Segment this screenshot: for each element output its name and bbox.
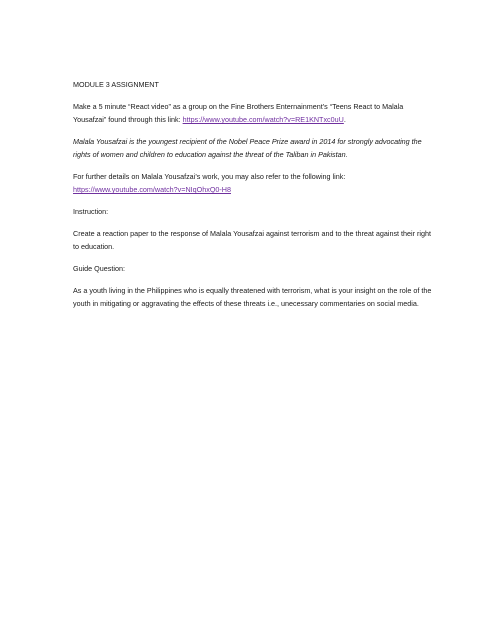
module-heading: MODULE 3 ASSIGNMENT	[73, 80, 159, 89]
assignment-text-end: .	[343, 115, 346, 124]
assignment-text: Make a 5 minute “React video” as a group on the Fine Brothers Enternainment’s “Teens React to Malala Yousafzai” found through this link:	[73, 102, 404, 124]
instruction-label: Instruction:	[73, 207, 109, 216]
assignment-paragraph	[73, 100, 433, 126]
further-details-text: For further details on Malala Yousafzai’s work, you may also refer to the following link:	[73, 172, 346, 181]
guide-question-text: As a youth living in the Philippines who is equally threatened with terrorism, what is your insight on the role of the youth in mitigating or aggravating the effects of these threats i.e., unecessary commentaries on social media.	[73, 286, 432, 308]
malala-work-link[interactable]: https://www.youtube.com/watch?v=NIqOhxQ0-H8	[73, 185, 231, 194]
malala-summary: Malala Yousafzai is the youngest recipient of the Nobel Peace Prize award in 2014 for strongly advocating the rights of women and children to education against the threat of the Taliban in Pakistan.	[73, 137, 422, 159]
further-details-paragraph	[73, 170, 433, 196]
react-video-link[interactable]: https://www.youtube.com/watch?v=RE1KNTxc0uU	[182, 115, 344, 124]
instruction-text: Create a reaction paper to the response of Malala Yousafzai against terrorism and to the threat against their right to education.	[73, 229, 431, 251]
guide-question-label: Guide Question:	[73, 264, 125, 273]
document-page	[73, 78, 433, 319]
